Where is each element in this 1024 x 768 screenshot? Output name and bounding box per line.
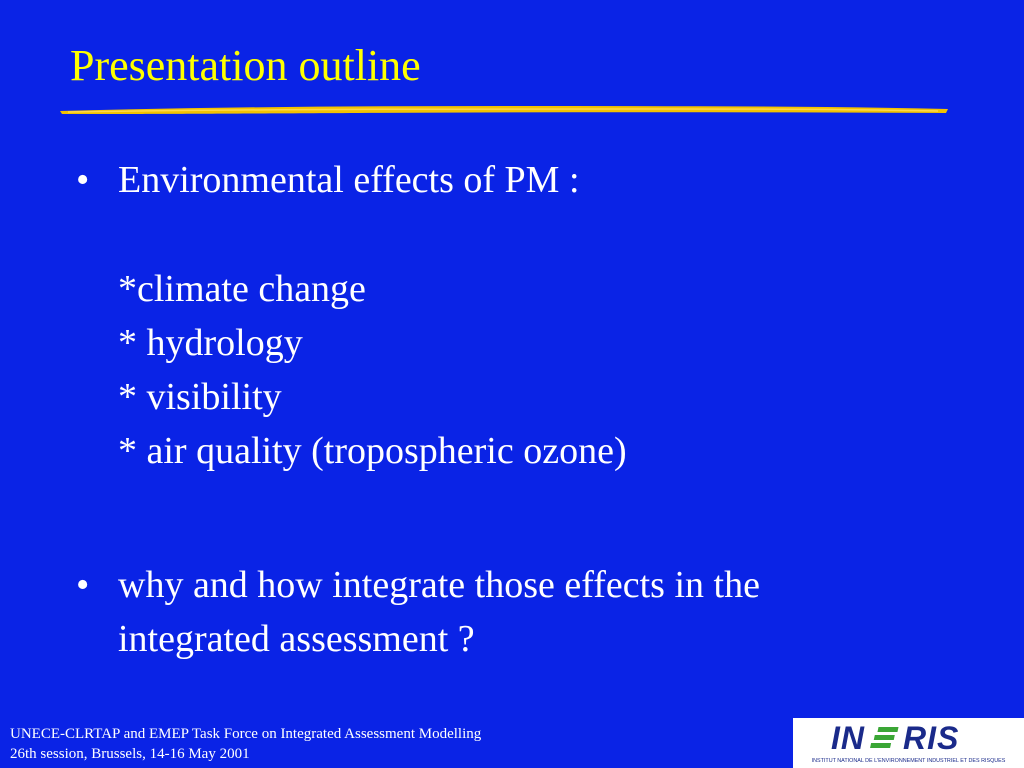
- footer: [10, 724, 481, 764]
- bullet-dot: •: [76, 159, 90, 201]
- footer-line-2: 26th session, Brussels, 14-16 May 2001: [10, 746, 250, 762]
- svg-text:RIS: RIS: [903, 720, 960, 754]
- title-underline: [58, 100, 950, 120]
- logo-tagline: INSTITUT NATIONAL DE L'ENVIRONNEMENT INDUSTRIEL ET DES RISQUES: [811, 758, 1006, 764]
- sub-item-air-quality: * air quality (tropospheric ozone): [118, 430, 627, 472]
- footer-line-1: UNECE-CLRTAP and EMEP Task Force on Integrated Assessment Modelling: [10, 726, 482, 742]
- bullet-dot: •: [76, 564, 90, 606]
- svg-text:IN: IN: [831, 720, 865, 754]
- sub-item-visibility: * visibility: [118, 376, 282, 418]
- sub-item-hydrology: * hydrology: [118, 322, 303, 364]
- sub-item-climate-change: *climate change: [118, 268, 366, 310]
- ineris-logo: [793, 718, 1024, 768]
- bullet-environmental-effects: [76, 153, 876, 213]
- ineris-wordmark-icon: [831, 720, 981, 754]
- bullet-text: Environmental effects of PM :: [118, 159, 580, 201]
- bullet-text: why and how integrate those effects in the integrated assessment ?: [118, 564, 760, 660]
- slide-title: Presentation outline: [70, 41, 421, 90]
- bullet-integration-question: [76, 558, 936, 678]
